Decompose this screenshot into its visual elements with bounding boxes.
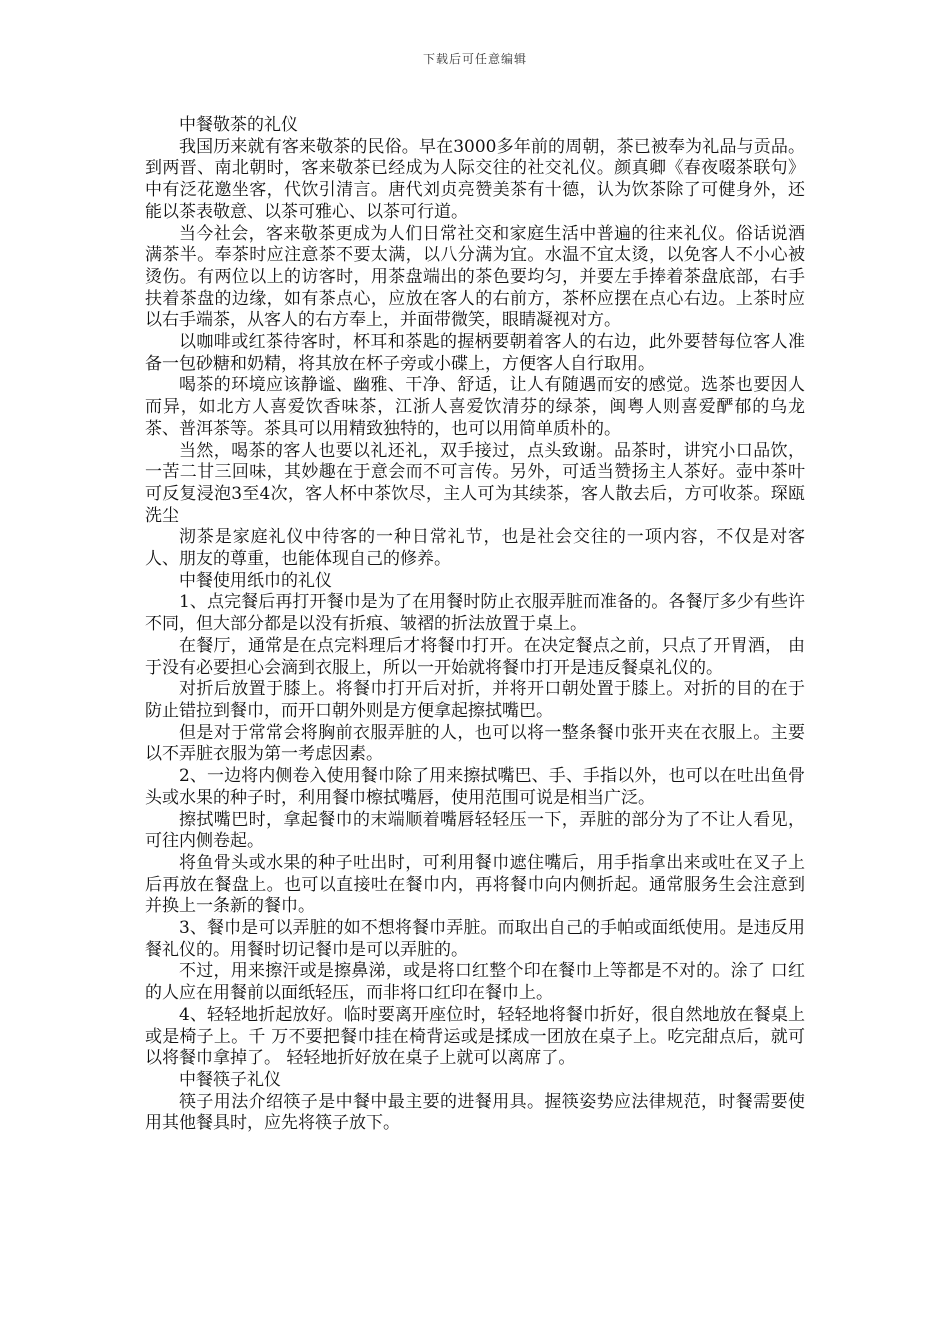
paragraph: 喝茶的环境应该静谧、幽雅、干净、舒适，让人有随遇而安的感觉。选茶也要因人而异，如北方人喜爱饮香味茶，江浙人喜爱饮清芬的绿茶，闽粤人则喜爱酽郁的乌龙茶、普洱茶等。茶具可以用精致独特的，也可以用简单质朴的。 xyxy=(145,375,805,439)
paragraph: 对折后放置于膝上。将餐巾打开后对折，并将开口朝处置于膝上。对折的目的在于防止错拉到餐巾，而开口朝外则是方便拿起擦拭嘴巴。 xyxy=(145,679,805,721)
paragraph: 1、点完餐后再打开餐巾是为了在用餐时防止衣服弄脏而准备的。各餐厅多少有些许不同，但大部分都是以没有折痕、皱褶的折法放置于桌上。 xyxy=(145,592,805,635)
paragraph: 擦拭嘴巴时，拿起餐巾的末端顺着嘴唇轻轻压一下，弄脏的部分为了不让人看见，可往内侧卷起。 xyxy=(145,809,805,852)
paragraph: 将鱼骨头或水果的种子吐出时，可利用餐巾遮住嘴后，用手指拿出来或吐在叉子上后再放在餐盘上。也可以直接吐在餐巾内，再将餐巾向内侧折起。通常服务生会注意到并换上一条新的餐巾。 xyxy=(145,852,805,917)
paragraph: 当今社会，客来敬茶更成为人们日常社交和家庭生活中普遍的往来礼仪。俗话说酒满茶半。奉茶时应注意茶不要太满，以八分满为宜。水温不宜太烫，以免客人不小心被烫伤。有两位以上的访客时，用茶盘端出的茶色要均匀，并要左手捧着茶盘底部，右手扶着茶盘的边缘，如有茶点心，应放在客人的右前方，茶杯应摆在点心右边。上茶时应以右手端茶，从客人的右方奉上，并面带微笑，眼睛凝视对方。 xyxy=(145,223,805,331)
paragraph: 我国历来就有客来敬茶的民俗。早在3000多年前的周朝，茶已被奉为礼品与贡品。到两晋、南北朝时，客来敬茶已经成为人际交往的社交礼仪。颜真卿《春夜啜茶联句》中有泛花邀坐客，代饮引清言。唐代刘贞亮赞美茶有十德，认为饮茶除了可健身外，还能以茶表敬意、以茶可雅心、以茶可行道。 xyxy=(145,136,805,222)
document-body xyxy=(145,115,805,1135)
paragraph: 以咖啡或红茶待客时，杯耳和茶匙的握柄要朝着客人的右边，此外要替每位客人准备一包砂糖和奶精，将其放在杯子旁或小碟上，方便客人自行取用。 xyxy=(145,332,805,374)
section-title-tea: 中餐敬茶的礼仪 xyxy=(179,115,298,135)
paragraph: 4、轻轻地折起放好。临时要离开座位时，轻轻地将餐巾折好，很自然地放在餐桌上或是椅子上。千 万不要把餐巾挂在椅背运或是揉成一团放在桌子上。吃完甜点后，就可以将餐巾拿掉了。 轻轻地折好放在桌子上就可以离席了。 xyxy=(145,1004,805,1069)
paragraph: 但是对于常常会将胸前衣服弄脏的人，也可以将一整条餐巾张开夹在衣服上。主要以不弄脏衣服为第一考虑因素。 xyxy=(145,722,805,765)
paragraph: 当然，喝茶的客人也要以礼还礼，双手接过，点头致谢。品茶时，讲究小口品饮，一苦二甘三回味，其妙趣在于意会而不可言传。另外，可适当赞扬主人茶好。壶中茶叶可反复浸泡3至4次，客人杯中茶饮尽，主人可为其续茶，客人散去后，方可收茶。琛瓯洗尘 xyxy=(145,440,805,526)
paragraph: 在餐厅，通常是在点完料理后才将餐巾打开。在决定餐点之前，只点了开胃酒， 由于没有必要担心会滴到衣服上，所以一开始就将餐巾打开是违反餐桌礼仪的。 xyxy=(145,635,805,678)
section-title-napkin: 中餐使用纸巾的礼仪 xyxy=(179,570,332,591)
paragraph: 沏茶是家庭礼仪中待客的一种日常礼节，也是社会交往的一项内容，不仅是对客人、朋友的尊重，也能体现自己的修养。 xyxy=(145,527,805,570)
paragraph: 不过，用来擦汗或是擦鼻涕，或是将口红整个印在餐巾上等都是不对的。涂了 口红的人应在用餐前以面纸轻压，而非将口红印在餐巾上。 xyxy=(145,961,805,1004)
paragraph: 3、餐巾是可以弄脏的如不想将餐巾弄脏。而取出自己的手帕或面纸使用。是违反用餐礼仪的。用餐时切记餐巾是可以弄脏的。 xyxy=(145,918,805,960)
section-title-chopsticks: 中餐筷子礼仪 xyxy=(179,1069,281,1090)
paragraph: 筷子用法介绍筷子是中餐中最主要的进餐用具。握筷姿势应法律规范，时餐需要使用其他餐具时，应先将筷子放下。 xyxy=(145,1091,805,1134)
paragraph: 2、一边将内侧卷入使用餐巾除了用来擦拭嘴巴、手、手指以外，也可以在吐出鱼骨头或水果的种子时，利用餐巾檫拭嘴唇，使用范围可说是相当广泛。 xyxy=(145,766,805,808)
page-header: 下载后可任意编辑 xyxy=(422,52,527,66)
